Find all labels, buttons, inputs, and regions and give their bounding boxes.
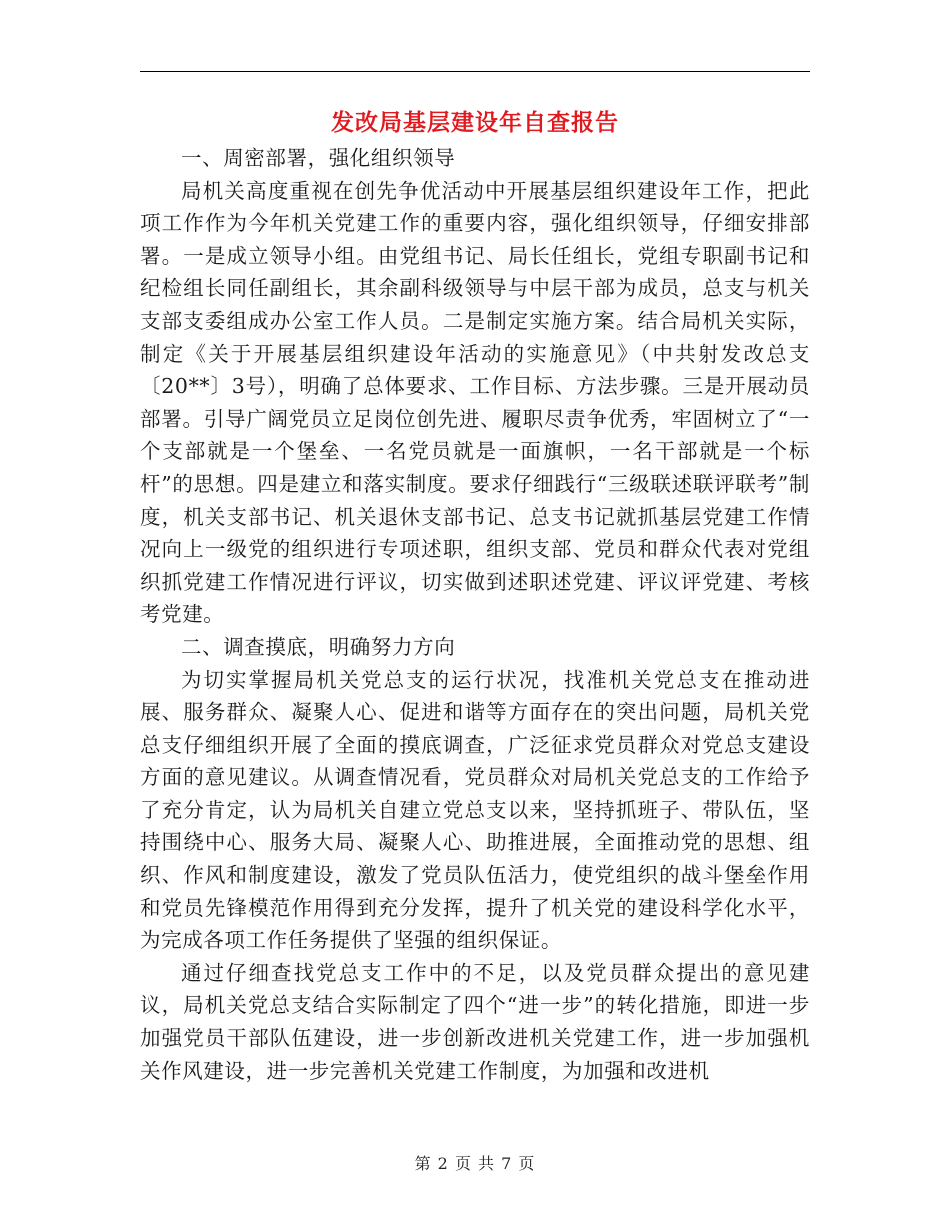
document-title: 发改局基层建设年自查报告 (331, 109, 619, 136)
section-1-paragraph-1: 局机关高度重视在创先争优活动中开展基层组织建设年工作，把此项工作作为今年机关党建工作的重要内容，强化组织领导，仔细安排部署。一是成立领导小组。由党组书记、局长任组长，党组专职副书记和纪检组长同任副组长，其余副科级领导与中层干部为成员，总支与机关支部支委组成办公室工作人员。二是制定实施方案。结合局机关实际，制定《关于开展基层组织建设年活动的实施意见》（中共射发改总支〔20**〕3号），明确了总体要求、工作目标、方法步骤。三是开展动员部署。引导广阔党员立足岗位创先进、履职尽责争优秀，牢固树立了“一个支部就是一个堡垒、一名党员就是一面旗帜，一名干部就是一个标杆”的思想。四是建立和落实制度。要求仔细践行“三级联述联评联考”制度，机关支部书记、机关退休支部书记、总支书记就抓基层党建工作情况向上一级党的组织进行专项述职，组织支部、党员和群众代表对党组织抓党建工作情况进行评议，切实做到述职述党建、评议评党建、考核考党建。 (140, 178, 810, 627)
section-2-paragraph-2: 通过仔细查找党总支工作中的不足，以及党员群众提出的意见建议，局机关党总支结合实际制定了四个“进一步”的转化措施，即进一步加强党员干部队伍建设，进一步创新改进机关党建工作，进一步加强机关作风建设，进一步完善机关党建工作制度，为加强和改进机 (140, 960, 810, 1083)
section-heading-1: 一、周密部署，强化组织领导 (181, 146, 456, 170)
section-heading-2: 二、调查摸底，明确努力方向 (181, 634, 456, 659)
section-2-paragraph-1: 为切实掌握局机关党总支的运行状况，找准机关党总支在推动进展、服务群众、凝聚人心、促进和谐等方面存在的突出问题，局机关党总支仔细组织开展了全面的摸底调查，广泛征求党员群众对党总支建设方面的意见建议。从调查情况看，党员群众对局机关党总支的工作给予了充分肯定，认为局机关自建立党总支以来，坚持抓班子、带队伍，坚持围绕中心、服务大局、凝聚人心、助推进展，全面推动党的思想、组织、作风和制度建设，激发了党员队伍活力，使党组织的战斗堡垒作用和党员先锋模范作用得到充分发挥，提升了机关党的建设科学化水平，为完成各项工作任务提供了坚强的组织保证。 (140, 667, 810, 953)
page-footer: 第 2 页 共 7 页 (414, 1154, 536, 1173)
document-body (140, 104, 810, 1087)
header-rule (140, 71, 810, 72)
